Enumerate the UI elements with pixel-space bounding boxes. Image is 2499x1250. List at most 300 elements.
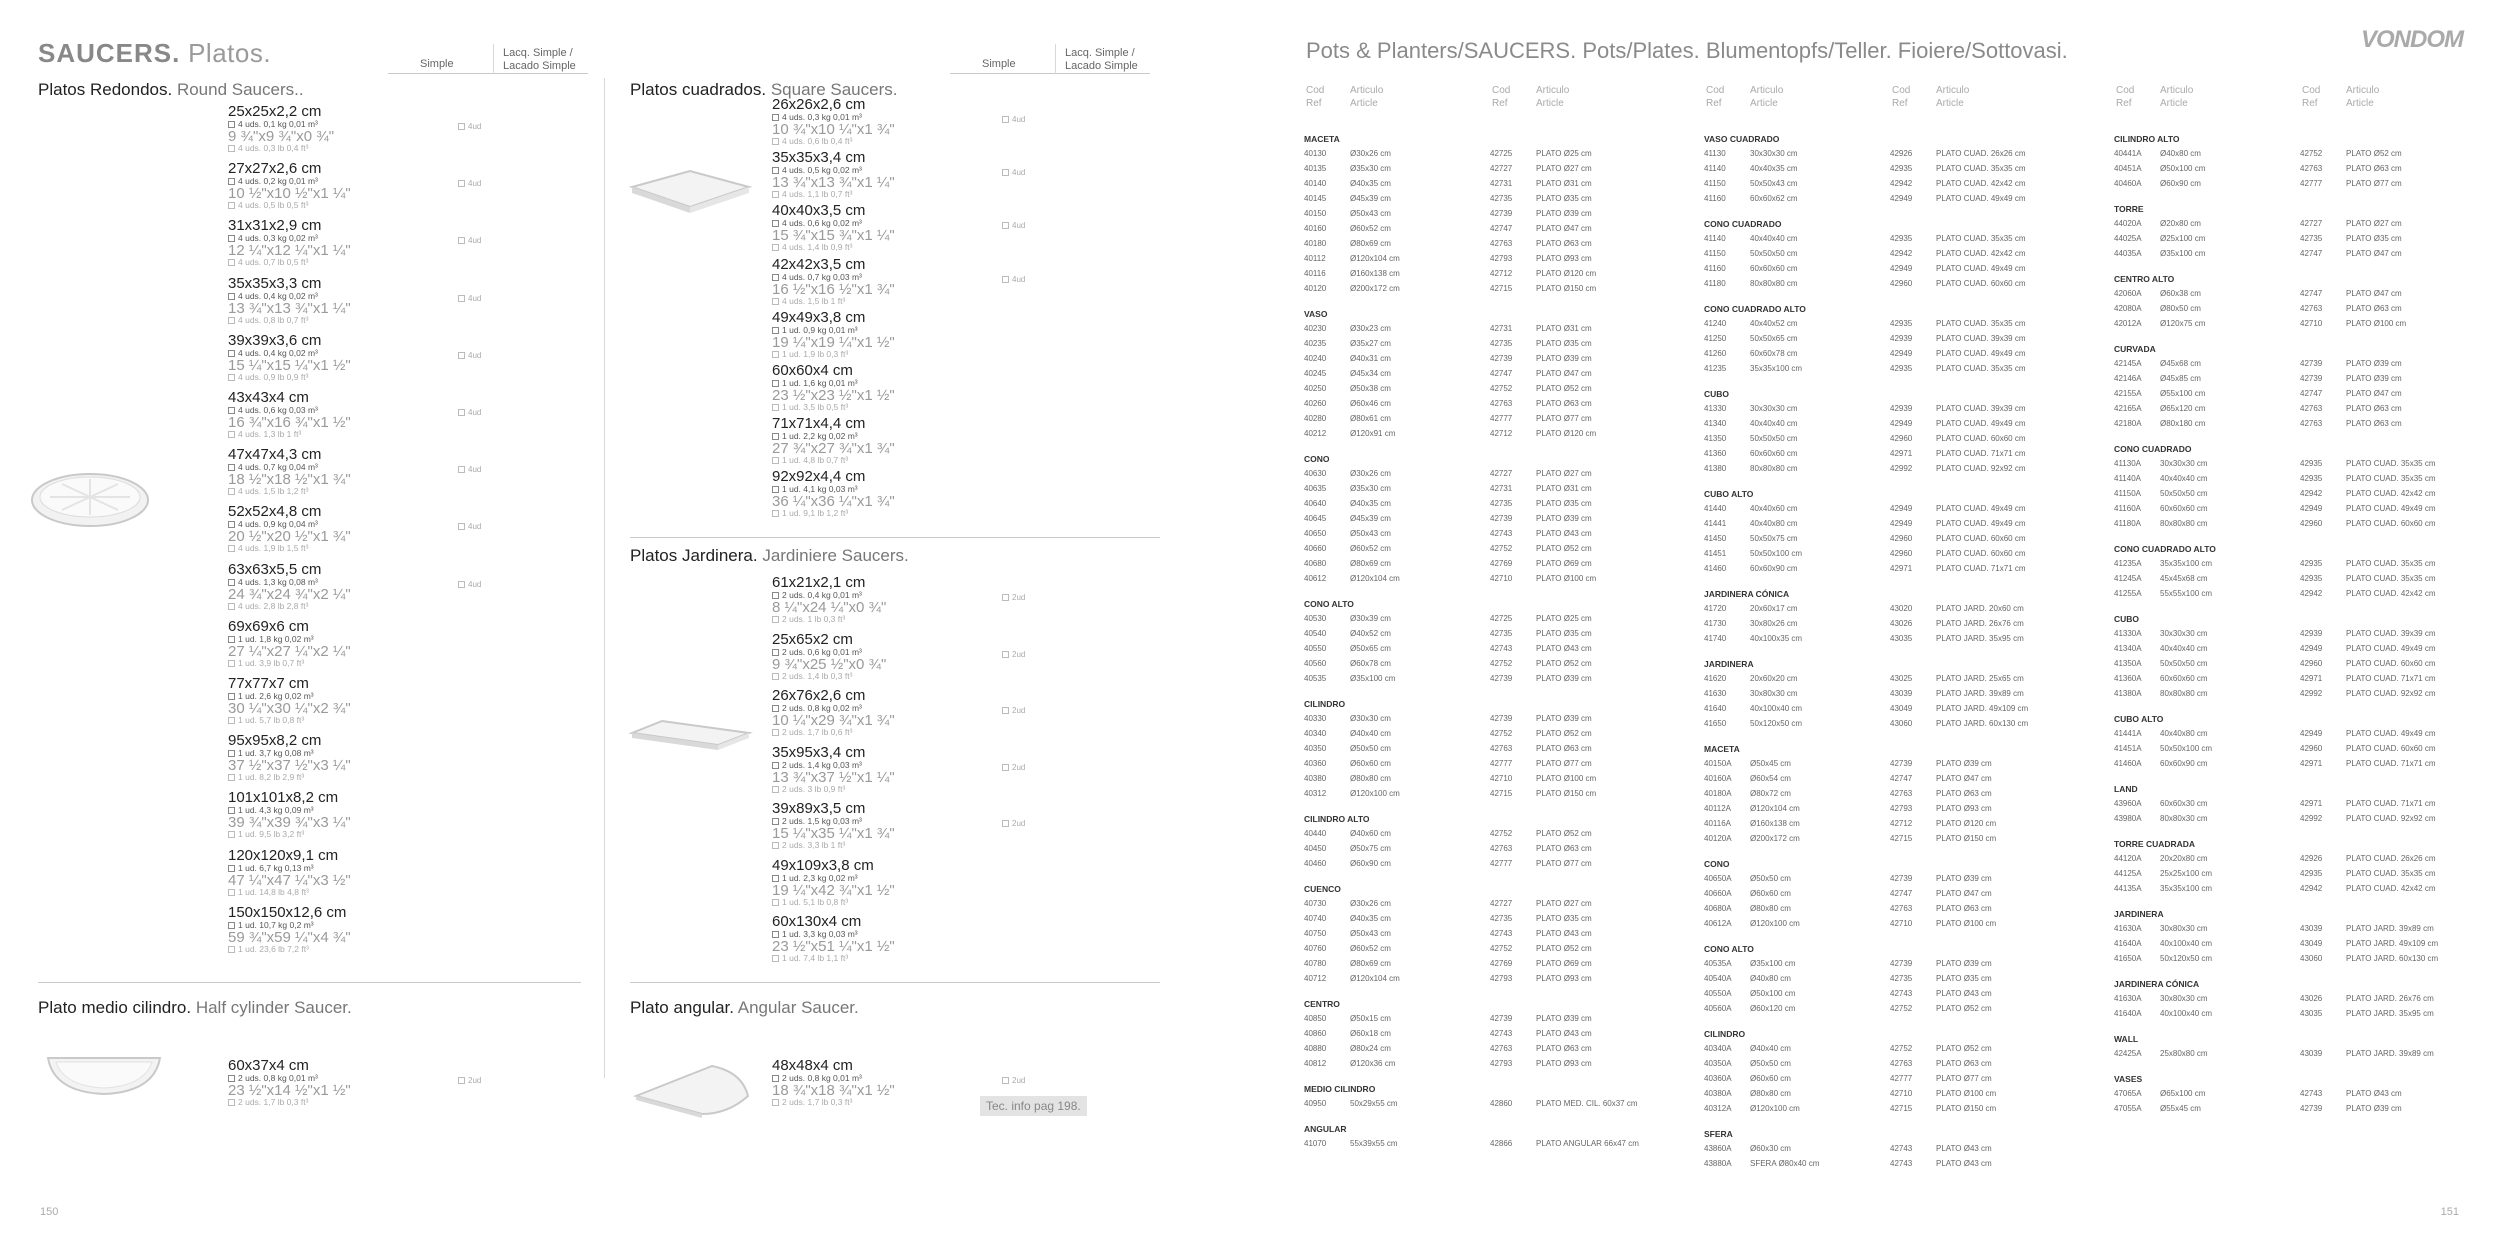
units-badge — [1002, 819, 1025, 828]
dimension-inches: 27 ¼"x27 ¼"x2 ¼" — [228, 642, 351, 660]
reference-row — [2114, 371, 2499, 386]
pot-code: 41340 — [1704, 419, 1727, 428]
saucer-name: PLATO Ø100 cm — [1536, 774, 1597, 783]
box-icon — [772, 138, 779, 145]
pot-code: 42180A — [2114, 419, 2142, 428]
pot-code: 44135A — [2114, 884, 2142, 893]
saucer-code: 42935 — [2300, 869, 2323, 878]
articulo-label: Articulo — [1936, 85, 1970, 96]
reference-row — [2114, 501, 2499, 516]
saucer-code: 42735 — [2300, 234, 2323, 243]
articulo-label: Articulo — [2160, 85, 2194, 96]
pot-size: 80x80x80 cm — [2160, 519, 2208, 528]
reference-row — [1304, 896, 1704, 911]
pot-size: Ø40x35 cm — [1350, 179, 1391, 188]
saucer-code: 42710 — [1490, 774, 1513, 783]
saucer-name: PLATO CUAD. 49x49 cm — [1936, 519, 2026, 528]
imperial-pack-text: 2 uds. 1,7 lb 0,3 ft³ — [782, 1097, 853, 1107]
saucer-name: PLATO Ø120 cm — [1936, 819, 1997, 828]
pot-code: 41441A — [2114, 729, 2142, 738]
saucer-name: PLATO Ø52 cm — [1536, 544, 1592, 553]
dimension-inches: 19 ¼"x19 ¼"x1 ½" — [772, 333, 895, 351]
pot-size: Ø50x50 cm — [1350, 744, 1391, 753]
pot-size: Ø45x39 cm — [1350, 194, 1391, 203]
box-icon — [772, 616, 779, 623]
pot-size: Ø50x15 cm — [1350, 1014, 1391, 1023]
saucer-name: PLATO CUAD. 42x42 cm — [2346, 884, 2436, 893]
dimension-inches: 9 ¾"x25 ½"x0 ¾" — [772, 655, 887, 673]
article-label: Article — [2346, 98, 2374, 109]
imperial-pack-text: 1 ud. 4,8 lb 0,7 ft³ — [782, 455, 849, 466]
pot-size: 60x60x62 cm — [1750, 194, 1798, 203]
saucer-name: PLATO CUAD. 42x42 cm — [1936, 179, 2026, 188]
dimension-inches: 59 ¾"x59 ¼"x4 ¾" — [228, 928, 351, 946]
dimension-inches: 18 ½"x18 ½"x1 ¾" — [228, 471, 351, 489]
box-icon — [228, 545, 235, 552]
pot-code: 41330A — [2114, 629, 2142, 638]
pot-code: 40612A — [1704, 919, 1732, 928]
pot-code: 42155A — [2114, 389, 2142, 398]
imperial-pack-text: 2 uds. 1,7 lb 0,6 ft³ — [782, 727, 853, 737]
saucer-entry — [228, 1058, 488, 1107]
metric-pack-text: 1 ud. 2,2 kg 0,02 m³ — [782, 431, 858, 442]
box-icon — [772, 486, 779, 493]
units-text: 2ud — [1012, 1076, 1026, 1085]
saucer-code: 42939 — [1890, 404, 1913, 413]
dimension-inches: 15 ¼"x15 ¼"x1 ½" — [228, 356, 351, 374]
pot-code: 41441 — [1704, 519, 1727, 528]
column-header-article — [1936, 84, 1969, 110]
reference-row — [2114, 796, 2499, 811]
saucer-name: PLATO Ø27 cm — [2346, 219, 2402, 228]
pot-size: 60x60x60 cm — [1750, 449, 1798, 458]
saucer-code: 42949 — [1890, 194, 1913, 203]
pot-size: Ø50x65 cm — [1350, 644, 1391, 653]
saucer-entry — [228, 504, 488, 553]
saucer-code: 42935 — [2300, 474, 2323, 483]
pot-code: 43960A — [2114, 799, 2142, 808]
pot-size: 40x40x52 cm — [1750, 319, 1798, 328]
reference-row — [1704, 716, 2104, 731]
saucer-code: 42763 — [2300, 419, 2323, 428]
section-title-half: Plato medio cilindro. Half cylinder Saucer. — [38, 998, 352, 1017]
saucer-code: 42710 — [2300, 319, 2323, 328]
article-label: Article — [1536, 98, 1564, 109]
pot-code: 41255A — [2114, 589, 2142, 598]
reference-row — [2114, 866, 2499, 881]
reference-row — [1704, 601, 2104, 616]
pot-size: 40x40x35 cm — [1750, 164, 1798, 173]
pot-code: 40850 — [1304, 1014, 1327, 1023]
box-icon — [1002, 707, 1009, 714]
imperial-pack-info — [772, 403, 1032, 412]
reference-row — [1304, 351, 1704, 366]
pot-size: Ø120x104 cm — [1750, 804, 1800, 813]
pot-code: 40812 — [1304, 1059, 1327, 1068]
saucer-name: PLATO MED. CIL. 60x37 cm — [1536, 1099, 1638, 1108]
reference-row — [1304, 1056, 1704, 1071]
pot-code: 41150 — [1704, 179, 1726, 188]
dimension-cm: 92x92x4,4 cm — [772, 468, 866, 486]
box-icon — [228, 374, 235, 381]
pot-size: 40x40x40 cm — [1750, 234, 1798, 243]
pot-size: Ø35x30 cm — [1350, 484, 1391, 493]
saucer-code: 42763 — [1490, 399, 1513, 408]
reference-row — [2114, 1086, 2499, 1101]
pot-size: Ø45x85 cm — [2160, 374, 2201, 383]
pot-size: Ø65x100 cm — [2160, 1089, 2206, 1098]
imperial-pack-info — [772, 615, 1032, 624]
imperial-pack-text: 1 ud. 1,9 lb 0,3 ft³ — [782, 348, 849, 359]
saucer-code: 42763 — [1490, 844, 1513, 853]
reference-row — [2114, 246, 2499, 261]
pot-code: 40860 — [1304, 1029, 1327, 1038]
saucer-name: PLATO Ø39 cm — [1536, 209, 1592, 218]
reference-row — [1704, 1056, 2104, 1071]
saucer-name: PLATO CUAD. 35x35 cm — [1936, 164, 2026, 173]
saucer-code: 43020 — [1890, 604, 1913, 613]
metric-pack-text: 4 uds. 1,3 kg 0,08 m³ — [238, 576, 318, 587]
pot-code: 40750 — [1304, 929, 1327, 938]
saucer-code: 43026 — [1890, 619, 1913, 628]
saucer-code: 42763 — [2300, 164, 2323, 173]
dimension-cm: 49x109x3,8 cm — [772, 856, 874, 874]
right-page — [1250, 0, 2499, 1250]
reference-group — [2114, 977, 2499, 1021]
column-header-article — [2160, 84, 2193, 110]
saucer-entry — [228, 161, 488, 210]
saucer-code: 42712 — [1490, 269, 1513, 278]
saucer-name: PLATO CUAD. 49x49 cm — [1936, 504, 2026, 513]
pot-size: Ø35x100 cm — [1750, 959, 1796, 968]
pot-size: 30x80x30 cm — [2160, 994, 2208, 1003]
reference-row — [1704, 191, 2104, 206]
saucer-code: 42971 — [1890, 564, 1913, 573]
box-icon — [1002, 820, 1009, 827]
pot-size: 30x30x30 cm — [2160, 459, 2208, 468]
box-icon — [458, 352, 465, 359]
pot-size: Ø30x26 cm — [1350, 149, 1391, 158]
units-badge — [1002, 221, 1025, 230]
units-text: 4ud — [468, 465, 482, 475]
units-badge — [1002, 275, 1025, 284]
pot-size: Ø80x180 cm — [2160, 419, 2206, 428]
saucer-name: PLATO CUAD. 49x49 cm — [1936, 349, 2026, 358]
saucer-name: PLATO CUAD. 92x92 cm — [2346, 689, 2436, 698]
saucer-name: PLATO Ø63 cm — [1536, 239, 1592, 248]
saucer-name: PLATO Ø150 cm — [1936, 1104, 1997, 1113]
units-text: 2ud — [1012, 819, 1026, 828]
reference-row — [2114, 231, 2499, 246]
reference-row — [1704, 1041, 2104, 1056]
pot-size: Ø30x26 cm — [1350, 469, 1391, 478]
saucer-name: PLATO CUAD. 49x49 cm — [2346, 729, 2436, 738]
units-badge — [458, 236, 481, 245]
reference-row — [1704, 871, 2104, 886]
box-icon — [228, 660, 235, 667]
box-icon — [772, 510, 779, 517]
saucer-code: 42747 — [1890, 774, 1913, 783]
pot-size: Ø30x23 cm — [1350, 324, 1391, 333]
saucer-code: 42715 — [1490, 284, 1513, 293]
reference-row — [2114, 416, 2499, 431]
reference-row — [1704, 816, 2104, 831]
reference-row — [1304, 481, 1704, 496]
pot-size: Ø20x80 cm — [2160, 219, 2201, 228]
column-header-cod — [1706, 84, 1724, 110]
group-title: CUBO — [1704, 389, 1730, 399]
cod-label: Cod — [2116, 85, 2135, 96]
box-icon — [458, 523, 465, 530]
units-badge — [458, 179, 481, 188]
pot-code: 41235A — [2114, 559, 2142, 568]
imperial-pack-text: 4 uds. 1,9 lb 1,5 ft³ — [238, 543, 309, 554]
saucer-code: 43035 — [1890, 634, 1913, 643]
imperial-pack-text: 1 ud. 23,6 lb 7,2 ft³ — [238, 943, 309, 954]
saucer-name: PLATO CUAD. 71x71 cm — [2346, 799, 2436, 808]
saucer-name: PLATO JARD. 60x130 cm — [2346, 954, 2439, 963]
imperial-pack-text: 2 uds. 3 lb 0,9 ft³ — [782, 783, 846, 794]
pot-size: 40x40x80 cm — [1750, 519, 1798, 528]
metric-pack-text: 1 ud. 0,9 kg 0,01 m³ — [782, 324, 858, 335]
pot-size: 40x100x35 cm — [1750, 634, 1803, 643]
ref-label: Ref — [2116, 98, 2132, 109]
imperial-pack-text: 1 ud. 9,5 lb 3,2 ft³ — [238, 829, 305, 840]
reference-row — [1304, 756, 1704, 771]
metric-pack-text: 4 uds. 0,6 kg 0,02 m³ — [782, 218, 862, 229]
article-label: Article — [1936, 98, 1964, 109]
pot-size: 50x50x50 cm — [2160, 659, 2208, 668]
pot-code: 40340A — [1704, 1044, 1732, 1053]
saucer-name: PLATO Ø43 cm — [1936, 989, 1992, 998]
metric-pack-text: 1 ud. 2,6 kg 0,02 m³ — [238, 691, 314, 701]
pot-size: 35x35x100 cm — [2160, 884, 2213, 893]
units-text: 4ud — [468, 522, 482, 532]
imperial-pack-info — [772, 456, 1032, 465]
metric-pack-text: 4 uds. 0,4 kg 0,02 m³ — [238, 347, 318, 358]
pot-code: 40630 — [1304, 469, 1327, 478]
saucer-code: 42739 — [1490, 1014, 1513, 1023]
imperial-pack-info — [772, 243, 1032, 252]
pot-size: 30x80x26 cm — [1750, 619, 1798, 628]
box-icon — [772, 380, 779, 387]
reference-row — [1304, 841, 1704, 856]
saucer-code: 42743 — [1890, 1144, 1913, 1153]
saucer-code: 42747 — [1490, 224, 1513, 233]
units-text: 4ud — [468, 236, 482, 246]
box-icon — [772, 786, 779, 793]
reference-row — [1704, 401, 2104, 416]
box-icon — [772, 705, 779, 712]
dimension-inches: 10 ½"x10 ½"x1 ¼" — [228, 185, 351, 203]
pot-code: 40140 — [1304, 179, 1327, 188]
reference-row — [1704, 801, 2104, 816]
reference-row — [2114, 1101, 2499, 1116]
reference-row — [1304, 1041, 1704, 1056]
dimension-cm: 69x69x6 cm — [228, 617, 309, 635]
saucer-code: 42743 — [1490, 644, 1513, 653]
metric-pack-text: 1 ud. 1,6 kg 0,01 m³ — [782, 378, 858, 388]
box-icon — [228, 350, 235, 357]
saucer-code: 42712 — [1490, 429, 1513, 438]
saucer-code: 42727 — [1490, 164, 1513, 173]
saucer-name: PLATO CUAD. 42x42 cm — [1936, 249, 2026, 258]
saucer-name: PLATO Ø47 cm — [1536, 224, 1592, 233]
metric-pack-text: 2 uds. 0,8 kg 0,02 m³ — [782, 703, 862, 713]
saucer-name: PLATO Ø31 cm — [1536, 324, 1592, 333]
pot-code: 40560A — [1704, 1004, 1732, 1013]
pot-size: Ø200x172 cm — [1350, 284, 1400, 293]
imperial-pack-info — [228, 945, 488, 954]
saucer-entry — [228, 848, 488, 897]
box-icon — [228, 717, 235, 724]
reference-group — [2114, 1072, 2499, 1116]
pot-size: Ø60x60 cm — [1750, 1074, 1791, 1083]
group-title: CONO CUADRADO — [1704, 219, 1782, 229]
pot-size: 20x20x80 cm — [2160, 854, 2208, 863]
saucer-code: 43039 — [2300, 924, 2323, 933]
saucer-name: PLATO CUAD. 60x60 cm — [1936, 434, 2026, 443]
saucer-code: 42866 — [1490, 1139, 1513, 1148]
metric-pack-text: 2 uds. 0,8 kg 0,01 m³ — [238, 1073, 318, 1083]
group-title: CONO ALTO — [1304, 599, 1354, 609]
units-badge — [1002, 168, 1025, 177]
saucer-code: 42960 — [1890, 434, 1913, 443]
saucer-entry — [228, 333, 488, 382]
pot-code: 41350 — [1704, 434, 1727, 443]
pot-code: 40312A — [1704, 1104, 1732, 1113]
dimension-inches: 20 ½"x20 ½"x1 ¾" — [228, 528, 351, 546]
group-title: ANGULAR — [1304, 1124, 1347, 1134]
dimension-inches: 10 ¼"x29 ¾"x1 ¾" — [772, 712, 895, 729]
ref-label: Ref — [1492, 98, 1508, 109]
reference-group — [2114, 1032, 2499, 1061]
saucer-name: PLATO Ø39 cm — [2346, 374, 2402, 383]
reference-row — [2114, 456, 2499, 471]
column-header-cod — [1892, 84, 1910, 110]
metric-pack-text: 1 ud. 10,7 kg 0,2 m³ — [238, 919, 314, 930]
reference-row — [1704, 1001, 2104, 1016]
imperial-pack-text: 2 uds. 3,3 lb 1 ft³ — [782, 840, 846, 850]
saucer-name: PLATO Ø52 cm — [1536, 944, 1592, 953]
pot-code: 40740 — [1304, 914, 1327, 923]
pot-code: 40560 — [1304, 659, 1327, 668]
pot-size: 60x60x30 cm — [2160, 799, 2208, 808]
dimension-inches: 15 ¾"x15 ¾"x1 ¼" — [772, 227, 895, 245]
saucer-name: PLATO JARD. 20x60 cm — [1936, 604, 2024, 613]
box-icon — [228, 464, 235, 471]
saucer-code: 42769 — [1490, 959, 1513, 968]
articulo-label: Articulo — [1750, 85, 1784, 96]
saucer-code: 42935 — [1890, 319, 1913, 328]
pot-size: Ø35x30 cm — [1350, 164, 1391, 173]
pot-size: 60x60x60 cm — [2160, 674, 2208, 683]
dimension-inches: 23 ½"x51 ¼"x1 ½" — [772, 938, 895, 955]
dimension-cm: 95x95x8,2 cm — [228, 732, 322, 750]
saucer-name: PLATO Ø93 cm — [1936, 804, 1992, 813]
units-text: 4ud — [468, 293, 482, 303]
saucer-code: 42727 — [1490, 469, 1513, 478]
saucer-name: PLATO JARD. 49x109 cm — [1936, 704, 2029, 713]
dimension-cm: 60x60x4 cm — [772, 362, 853, 379]
pot-size: Ø80x69 cm — [1350, 959, 1391, 968]
pot-size: Ø45x34 cm — [1350, 369, 1391, 378]
pot-size: Ø40x52 cm — [1350, 629, 1391, 638]
dimension-cm: 42x42x3,5 cm — [772, 255, 866, 273]
box-icon — [458, 409, 465, 416]
metric-pack-text: 4 uds. 0,7 kg 0,04 m³ — [238, 462, 318, 473]
pot-size: Ø60x46 cm — [1350, 399, 1391, 408]
saucer-code: 42752 — [1490, 829, 1513, 838]
dimension-inches: 18 ¾"x18 ¾"x1 ½" — [772, 1082, 895, 1099]
pot-size: 40x40x80 cm — [2160, 729, 2208, 738]
saucer-name: PLATO JARD. 60x130 cm — [1936, 719, 2029, 728]
pot-size: 50x50x50 cm — [2160, 489, 2208, 498]
box-icon — [772, 729, 779, 736]
reference-row — [1304, 571, 1704, 586]
saucer-name: PLATO Ø93 cm — [1536, 254, 1592, 263]
pot-size: Ø40x80 cm — [1750, 974, 1791, 983]
reference-row — [1704, 1101, 2104, 1116]
reference-group — [2114, 342, 2499, 431]
column-header-article — [1750, 84, 1783, 110]
metric-pack-text: 4 uds. 0,1 kg 0,01 m³ — [238, 119, 318, 129]
saucer-name: PLATO Ø43 cm — [1536, 929, 1592, 938]
column-header-article — [2346, 84, 2379, 110]
group-title: CILINDRO — [1704, 1029, 1746, 1039]
saucer-code: 42949 — [2300, 729, 2323, 738]
saucer-code: 42960 — [1890, 549, 1913, 558]
saucer-name: PLATO Ø63 cm — [1536, 844, 1592, 853]
saucer-name: PLATO Ø39 cm — [2346, 1104, 2402, 1113]
imperial-pack-info — [228, 1098, 488, 1107]
saucer-entry — [228, 905, 488, 954]
pot-code: 42080A — [2114, 304, 2142, 313]
units-badge — [1002, 706, 1025, 715]
dimension-inches: 15 ¼"x35 ¼"x1 ¾" — [772, 825, 895, 842]
saucer-name: PLATO Ø47 cm — [2346, 249, 2402, 258]
pot-code: 40550 — [1304, 644, 1327, 653]
units-text: 2ud — [468, 1076, 482, 1085]
header-rule — [388, 73, 588, 74]
reference-row — [1704, 246, 2104, 261]
pot-code: 40440 — [1304, 829, 1327, 838]
saucer-name: PLATO Ø100 cm — [1936, 1089, 1997, 1098]
pot-code: 40441A — [2114, 149, 2142, 158]
metric-pack-text: 4 uds. 0,5 kg 0,02 m³ — [782, 165, 862, 176]
pot-size: 25x80x80 cm — [2160, 1049, 2208, 1058]
reference-row — [1704, 516, 2104, 531]
saucer-name: PLATO CUAD. 71x71 cm — [2346, 674, 2436, 683]
box-icon — [228, 317, 235, 324]
pot-size: Ø60x52 cm — [1350, 544, 1391, 553]
reference-group — [1704, 217, 2104, 291]
reference-row — [2114, 146, 2499, 161]
saucer-code: 42712 — [1890, 819, 1913, 828]
saucer-code: 42731 — [1490, 179, 1513, 188]
section-rule — [630, 982, 1160, 983]
reference-row — [1704, 1141, 2104, 1156]
saucer-code: 42731 — [1490, 484, 1513, 493]
dimension-inches: 23 ½"x23 ½"x1 ½" — [772, 387, 895, 404]
box-icon — [228, 431, 235, 438]
imperial-pack-info — [228, 716, 488, 725]
saucer-code: 42777 — [1890, 1074, 1913, 1083]
pot-code: 44020A — [2114, 219, 2142, 228]
box-icon — [458, 123, 465, 130]
reference-row — [1304, 556, 1704, 571]
units-text: 2ud — [1012, 706, 1026, 715]
